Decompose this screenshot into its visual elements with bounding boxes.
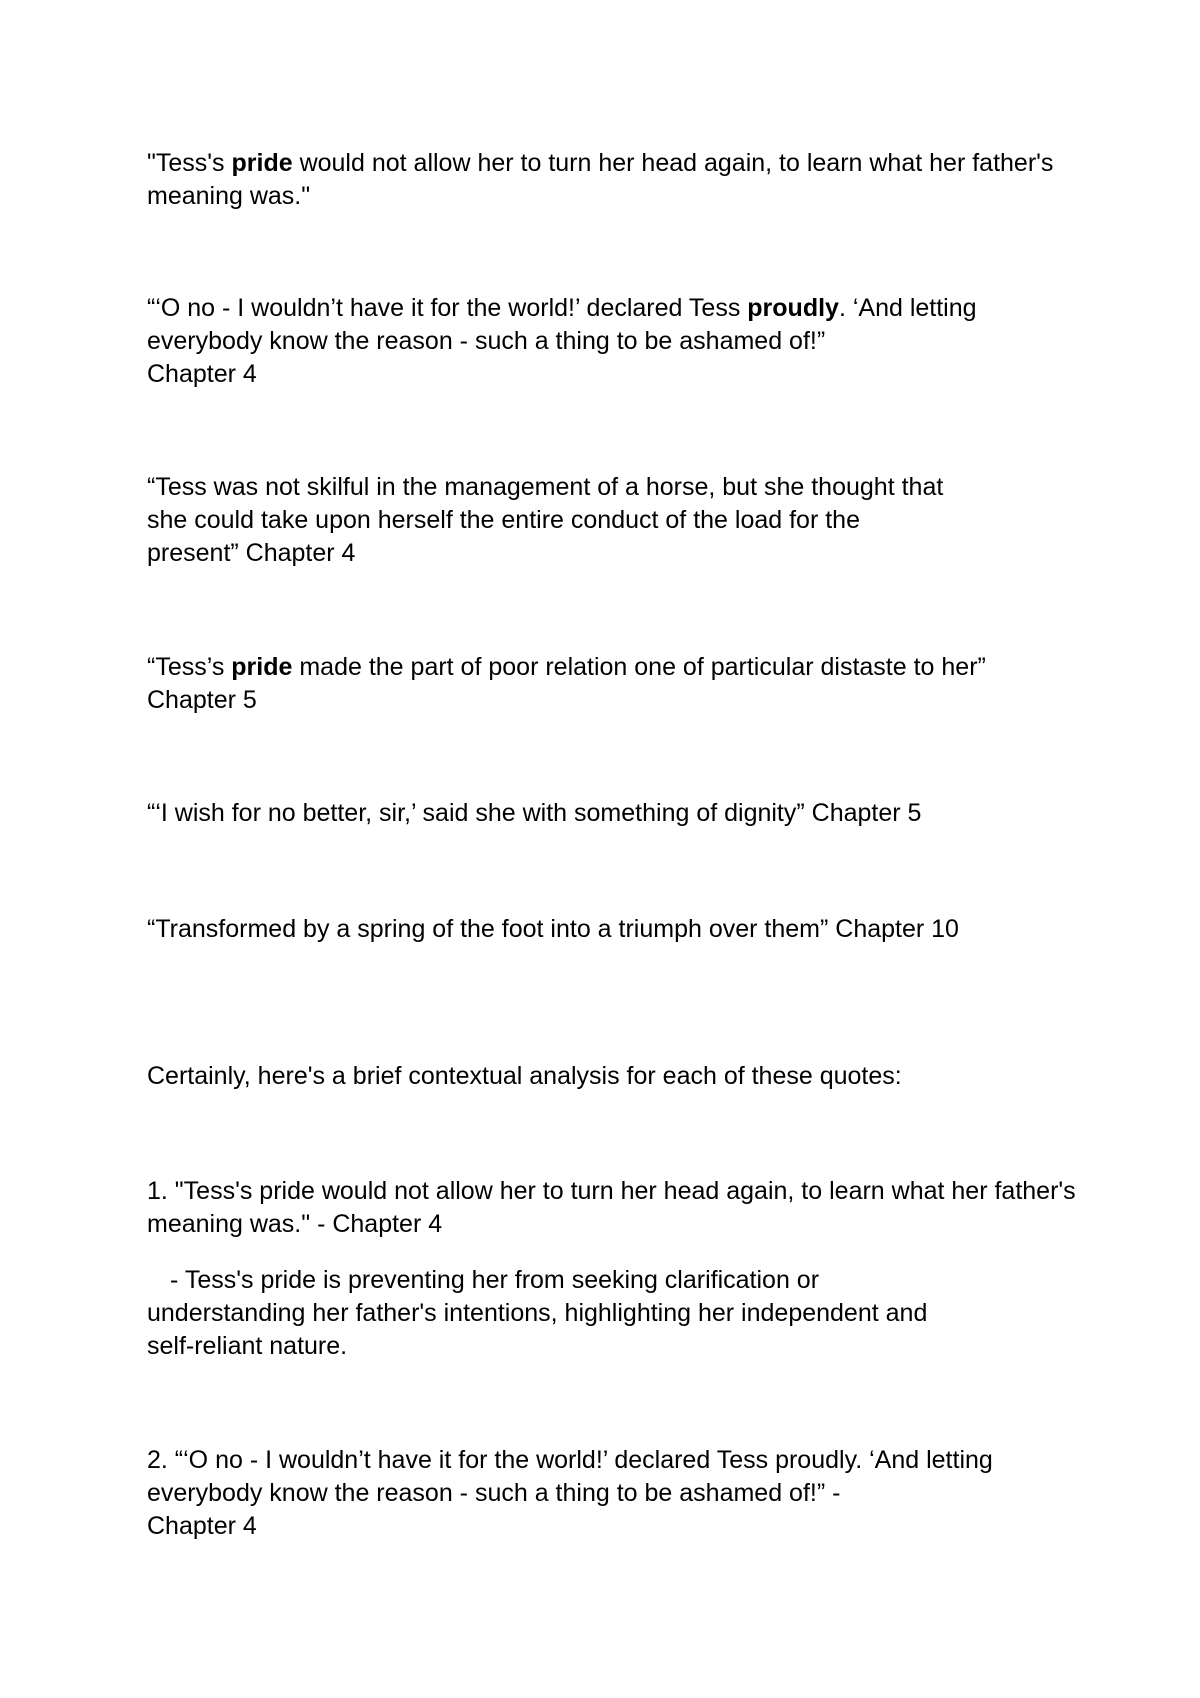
quote-4-text-end: made the part of poor relation one of particular distaste to her” Chapter 5 — [147, 653, 986, 714]
analysis-1-quote — [147, 1175, 1077, 1241]
quote-2-bold-word: proudly — [747, 294, 839, 322]
quote-2-chapter: Chapter 4 — [147, 360, 257, 388]
quote-3-line-3: present” Chapter 4 — [147, 539, 356, 567]
quote-1 — [147, 147, 1077, 213]
quote-2 — [147, 292, 1077, 391]
quote-2-text-end: . ‘And letting everybody know the reason - such a thing to be ashamed of!” — [147, 294, 977, 355]
quote-4-text-start: “Tess’s — [147, 653, 232, 681]
quote-1-bold-word: pride — [231, 149, 293, 177]
analysis-1-line-1: - Tess's pride is preventing her from seeking clarification or — [170, 1266, 820, 1294]
analysis-1-quote-text: 1. "Tess's pride would not allow her to turn her head again, to learn what her father's meaning was." - Chapter 4 — [147, 1177, 1076, 1238]
quote-5-text: “‘I wish for no better, sir,’ said she with something of dignity” Chapter 5 — [147, 799, 922, 827]
quote-1-text-start: "Tess's — [147, 149, 232, 177]
quote-3-line-1: “Tess was not skilful in the management of a horse, but she thought that — [147, 473, 944, 501]
analysis-intro — [147, 1060, 1077, 1093]
quote-4-bold-word: pride — [231, 653, 293, 681]
analysis-intro-text: Certainly, here's a brief contextual analysis for each of these quotes: — [147, 1062, 902, 1090]
quote-6-text: “Transformed by a spring of the foot into a triumph over them” Chapter 10 — [147, 915, 959, 943]
quote-6 — [147, 913, 1077, 946]
quote-2-text-start: “‘O no - I wouldn’t have it for the world!’ declared Tess — [147, 294, 748, 322]
quote-3-line-2: she could take upon herself the entire conduct of the load for the — [147, 506, 860, 534]
quote-1-text-end: would not allow her to turn her head again, to learn what her father's meaning was." — [147, 149, 1054, 210]
quote-5 — [147, 797, 1077, 830]
analysis-1-line-3: self-reliant nature. — [147, 1332, 348, 1360]
analysis-1-explanation — [147, 1264, 1077, 1363]
quote-3 — [147, 471, 1077, 570]
analysis-1-line-2: understanding her father's intentions, highlighting her independent and — [147, 1299, 928, 1327]
analysis-2-quote-text: 2. “‘O no - I wouldn’t have it for the world!’ declared Tess proudly. ‘And letting everybody know the reason - such a thing to be ashamed of!” - — [147, 1446, 993, 1507]
analysis-2-chapter: Chapter 4 — [147, 1512, 257, 1540]
quote-4 — [147, 651, 1077, 717]
analysis-2-quote — [147, 1444, 1077, 1543]
